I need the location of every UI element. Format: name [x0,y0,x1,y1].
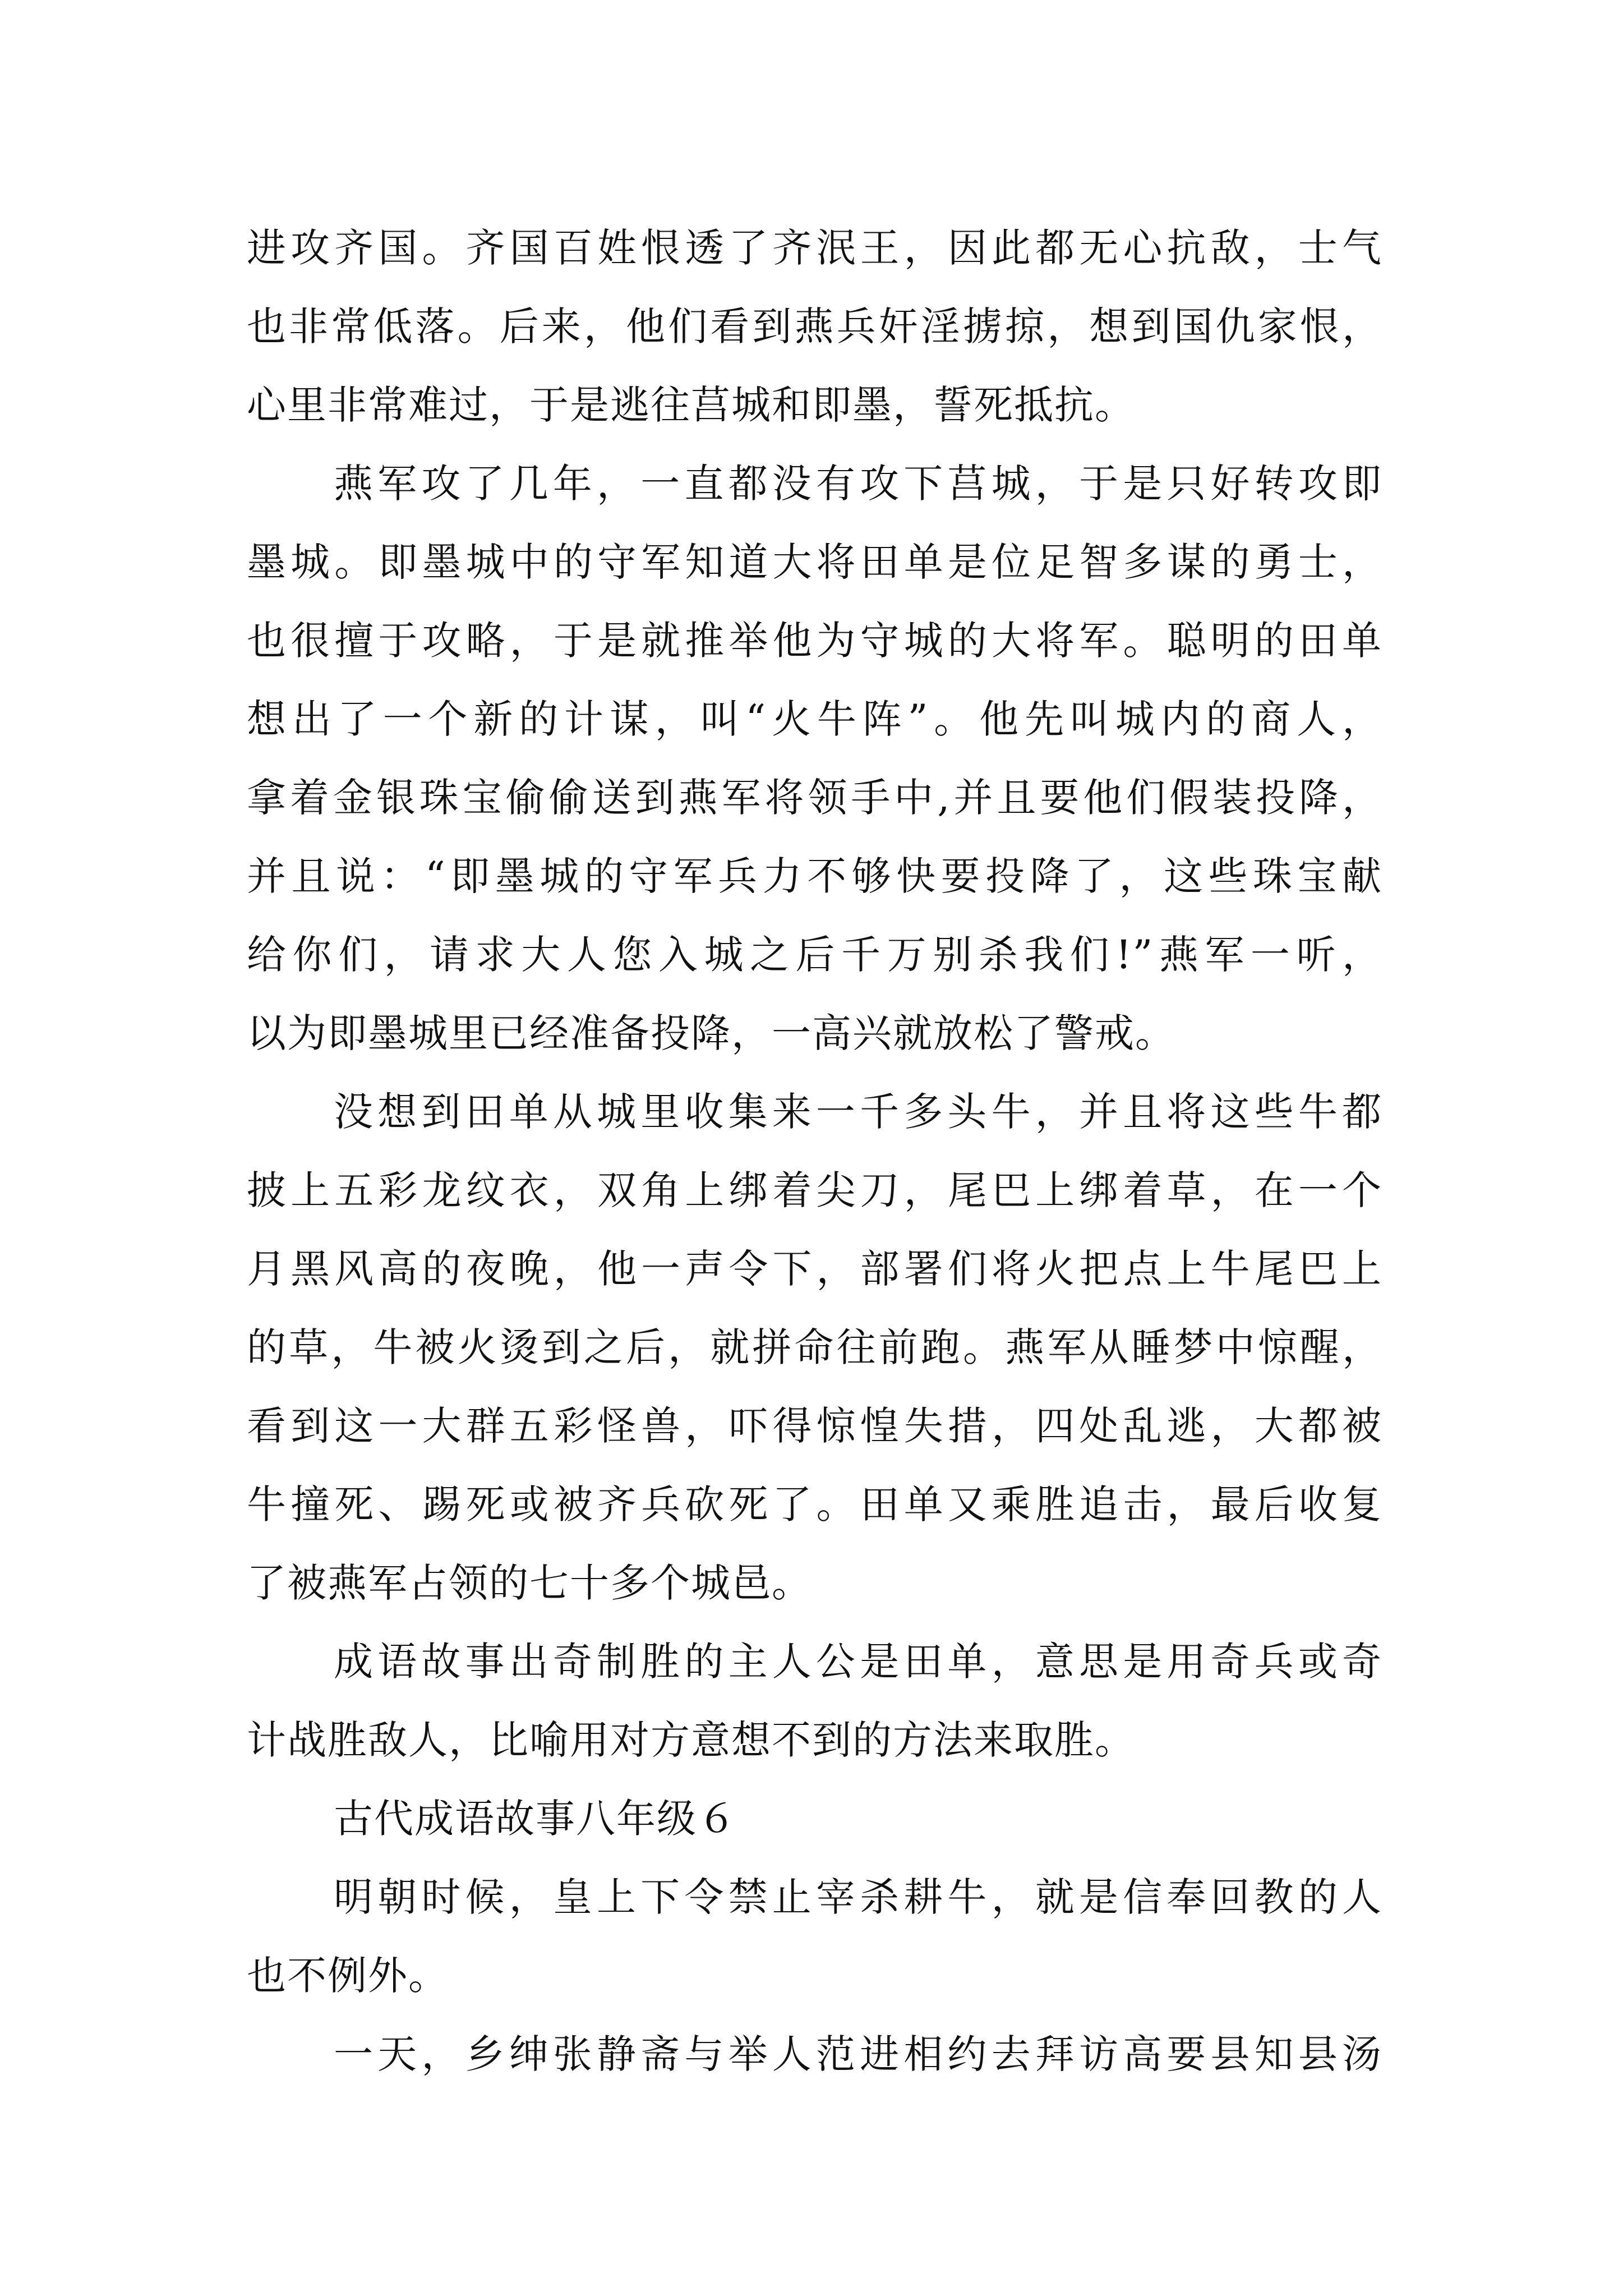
text-line: 以为即墨城里已经准备投降，一高兴就放松了警戒。 [247,1010,1175,1056]
text-line: 也很擅于攻略，于是就推举他为守城的大将军。聪明的田单 [247,618,1382,664]
text-line: 拿着金银珠宝偷偷送到燕军将领手中,并且要他们假装投降， [247,775,1382,821]
text-line: 也不例外。 [247,1953,449,1999]
text-line: 看到这一大群五彩怪兽，吓得惊惶失措，四处乱逃，大都被 [247,1403,1382,1449]
text-line: 也非常低落。后来，他们看到燕兵奸淫掳掠，想到国仇家恨， [247,303,1382,349]
section-heading: 古代成语故事八年级６ [334,1796,737,1842]
text-line: 进攻齐国。齐国百姓恨透了齐泯王，因此都无心抗敌，士气 [247,225,1382,271]
paragraph-start-line: 一天，乡绅张静斋与举人范进相约去拜访高要县知县汤 [334,2031,1382,2077]
text-line: 想出了一个新的计谋，叫“火牛阵”。他先叫城内的商人， [247,696,1382,742]
text-line: 牛撞死、踢死或被齐兵砍死了。田单又乘胜追击，最后收复 [247,1481,1382,1527]
text-line: 墨城。即墨城中的守军知道大将田单是位足智多谋的勇士， [247,539,1382,585]
text-line: 并且说：“即墨城的守军兵力不够快要投降了，这些珠宝献 [247,853,1382,899]
text-line: 月黑风高的夜晚，他一声令下，部署们将火把点上牛尾巴上 [247,1246,1382,1292]
text-line: 了被燕军占领的七十多个城邑。 [247,1560,812,1606]
text-line: 给你们，请求大人您入城之后千万别杀我们!”燕军一听， [247,932,1382,978]
text-line: 计战胜敌人，比喻用对方意想不到的方法来取胜。 [247,1717,1135,1763]
text-line: 心里非常难过，于是逃往莒城和即墨，誓死抵抗。 [247,382,1135,428]
text-line: 披上五彩龙纹衣，双角上绑着尖刀，尾巴上绑着草，在一个 [247,1167,1382,1213]
text-line: 的草，牛被火烫到之后，就拼命往前跑。燕军从睡梦中惊醒， [247,1324,1382,1370]
paragraph-start-line: 没想到田单从城里收集来一千多头牛，并且将这些牛都 [334,1089,1382,1135]
paragraph-start-line: 燕军攻了几年，一直都没有攻下莒城，于是只好转攻即 [334,461,1382,507]
body-text [247,209,1382,2093]
paragraph-start-line: 明朝时候，皇上下令禁止宰杀耕牛，就是信奉回教的人 [334,1874,1382,1920]
paragraph-start-line: 成语故事出奇制胜的主人公是田单，意思是用奇兵或奇 [334,1639,1382,1685]
